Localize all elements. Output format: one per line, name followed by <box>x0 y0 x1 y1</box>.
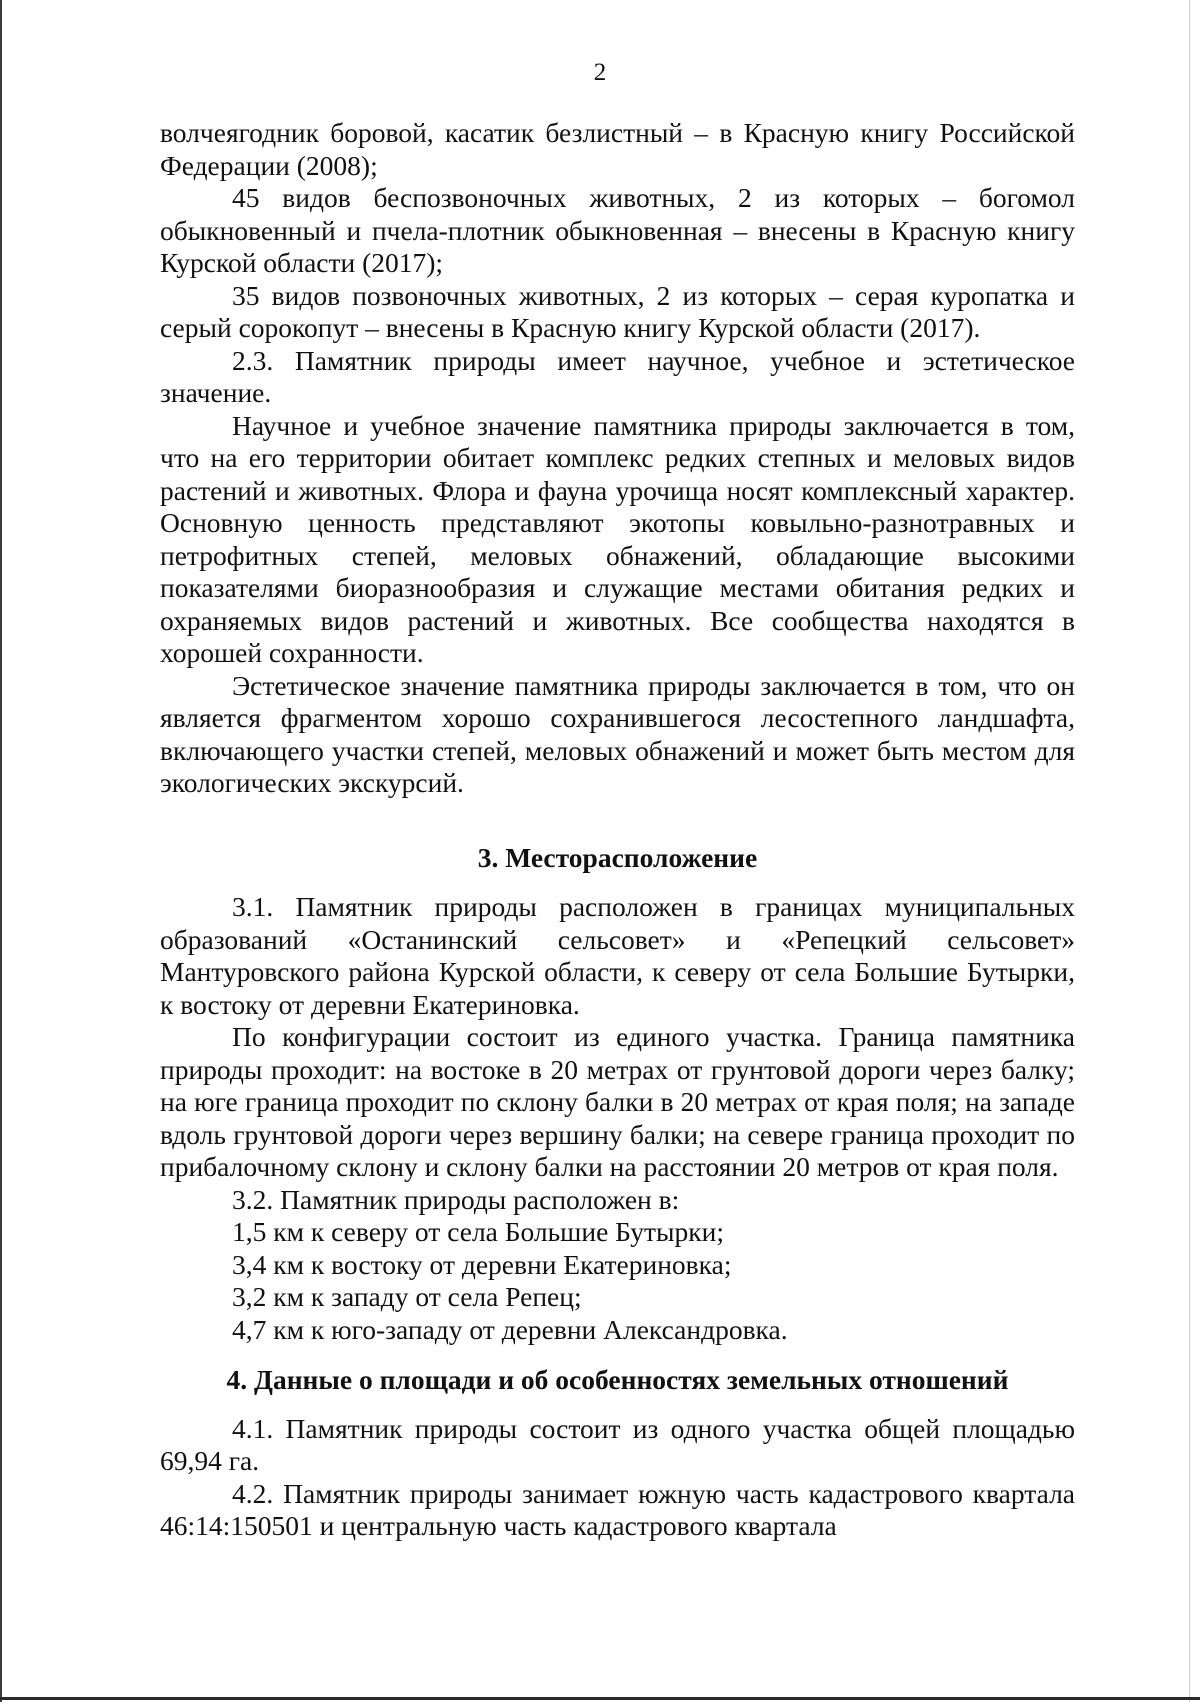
spacer <box>160 1397 1075 1413</box>
scan-edge-right <box>1189 0 1190 1702</box>
paragraph-vertebrates: 35 видов позвоночных животных, 2 из которых – серая куропатка и серый сорокопут – внесены в Красную книгу Курской области (2017). <box>160 279 1075 343</box>
distance-item: 4,7 км к юго-западу от деревни Александровка. <box>232 1313 788 1345</box>
paragraph-invertebrates: 45 видов беспозвоночных животных, 2 из которых – богомол обыкновенный и пчела-плотник обыкновенная – внесены в Красную книгу Курской области (2017); <box>160 182 1075 278</box>
paragraph-4-2-cadastral: 4.2. Памятник природы занимает южную часть кадастрового квартала 46:14:150501 и центральную часть кадастрового квартала <box>160 1477 1075 1541</box>
spacer <box>160 800 1075 842</box>
distance-item: 1,5 км к северу от села Большие Бутырки; <box>232 1216 724 1247</box>
paragraph-boundary: По конфигурации состоит из единого участка. Граница памятника природы проходит: на востоке в 20 метрах от грунтовой дороги через балку; на юге граница проходит по склону балки в 20 метрах от края поля; на западе вдоль грунтовой дороги через вершину балки; на севере граница проходит по прибалочному склону и склону балки на расстоянии 20 метров от края поля. <box>160 1021 1075 1182</box>
spacer <box>160 1346 1075 1364</box>
scan-edge-bottom <box>0 1697 1200 1700</box>
document-body <box>160 117 1075 1543</box>
distance-item: 3,4 км к востоку от деревни Екатериновка; <box>232 1248 732 1280</box>
paragraph-2-3-significance: 2.3. Памятник природы имеет научное, учебное и эстетическое значение. <box>160 344 1075 408</box>
paragraph-3-1-location: 3.1. Памятник природы расположен в границах муниципальных образований «Останинский сельсовет» и «Репецкий сельсовет» Мантуровского района Курской области, к северу от села Большие Бутырки, к востоку от деревни Екатериновка. <box>160 891 1075 1020</box>
paragraph-4-1-area: 4.1. Памятник природы состоит из одного участка общей площадью 69,94 га. <box>160 1412 1075 1476</box>
section-4-heading: 4. Данные о площади и об особенностях земельных отношений <box>226 1364 1009 1395</box>
spacer <box>160 874 1075 891</box>
section-3-heading: 3. Месторасположение <box>477 841 758 873</box>
paragraph-scientific-value: Научное и учебное значение памятника природы заключается в том, что на его территории обитает комплекс редких степных и меловых видов растений и животных. Флора и фауна урочища носят комплексный характер. Основную ценность представляют экотопы ковыльно-разнотравных и петрофитных степей, меловых обнажений, обладающие высокими показателями биоразнообразия и служащие местами обитания редких и охраняемых видов растений и животных. Все сообщества находятся в хорошей сохранности. <box>160 409 1075 668</box>
paragraph-red-book-plants: волчеягодник боровой, касатик безлистный – в Красную книгу Российской Федерации (2008); <box>160 117 1075 181</box>
distance-item: 3,2 км к западу от села Репец; <box>232 1281 582 1312</box>
paragraph-3-2-distances: 3.2. Памятник природы расположен в: <box>232 1183 680 1215</box>
page-number: 2 <box>593 59 607 86</box>
scan-edge-left <box>0 0 2 1702</box>
paragraph-aesthetic-value: Эстетическое значение памятника природы заключается в том, что он является фрагментом хорошо сохранившегося лесостепного ландшафта, включающего участки степей, меловых обнажений и может быть местом для экологических экскурсий. <box>160 669 1075 798</box>
